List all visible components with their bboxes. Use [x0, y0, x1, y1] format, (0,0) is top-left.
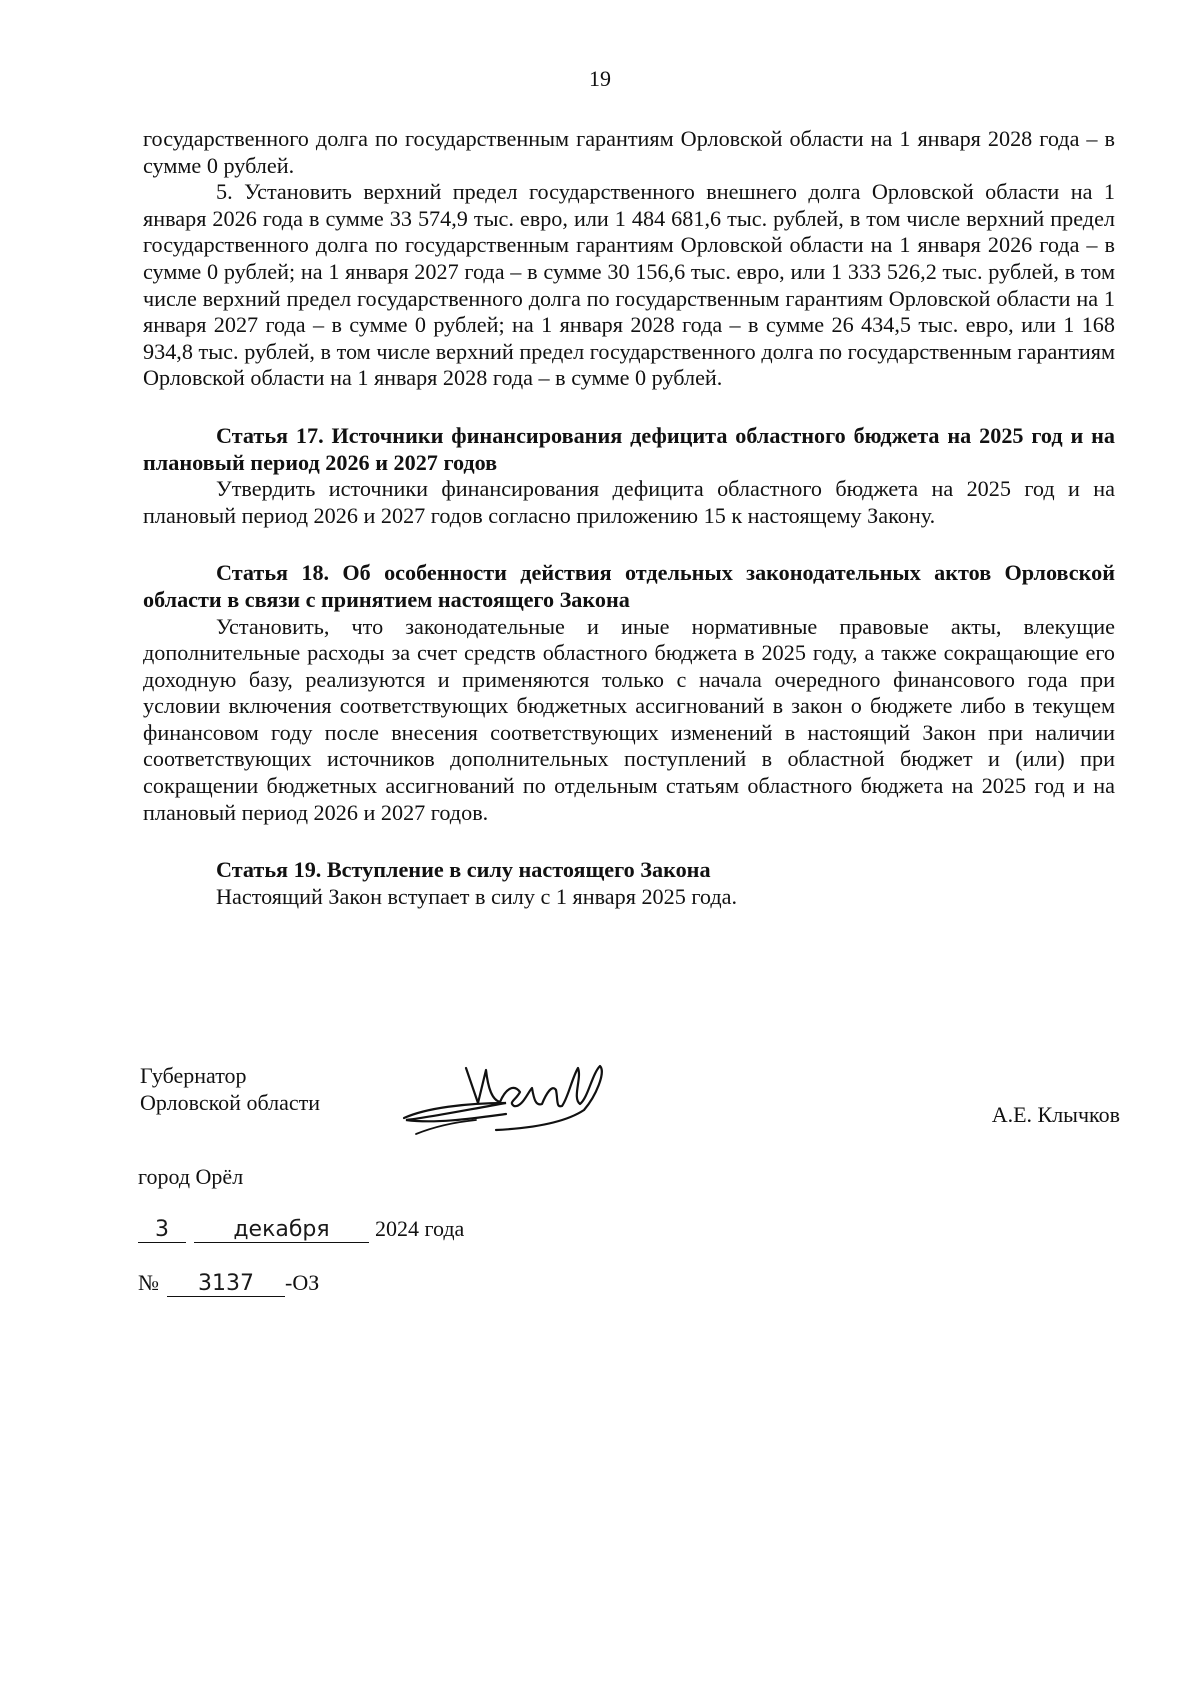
- article-18-text: Установить, что законодательные и иные нормативные правовые акты, влекущие дополнительные расходы за счет средств областного бюджета в 2025 году, а также сокращающие его доходную базу, реализуются и применяются только с начала очередного финансового года при условии включения соответствующих бюджетных ассигнований в закон о бюджете либо в текущем финансовом году после внесения соответствующих изменений в настоящий Закон при наличии соответствующих источников дополнительных поступлений в областной бюджет и (или) при сокращении бюджетных ассигнований по отдельным статьям областного бюджета на 2025 год и на плановый период 2026 и 2027 годов.: [143, 613, 1115, 825]
- date-year: 2024 года: [375, 1216, 465, 1241]
- law-number: 3137: [167, 1271, 285, 1297]
- position-line-1: Губернатор: [140, 1063, 247, 1088]
- article-17-text: Утвердить источники финансирования дефицита областного бюджета на 2025 год и на плановый период 2026 и 2027 годов согласно приложению 15 к настоящему Закону.: [143, 476, 1115, 528]
- city: город Орёл: [138, 1164, 244, 1189]
- article-18-title: Статья 18. Об особенности действия отдельных законодательных актов Орловской области в связи с принятием настоящего Закона: [143, 560, 1115, 612]
- number-suffix: -ОЗ: [285, 1270, 320, 1295]
- article-19-text: Настоящий Закон вступает в силу с 1 января 2025 года.: [216, 883, 738, 909]
- handwritten-signature: [396, 1048, 626, 1148]
- law-number-line: [138, 1270, 319, 1297]
- governor-name: А.Е. Клычков: [991, 1102, 1120, 1127]
- date-month: декабря: [194, 1217, 369, 1243]
- governor-position: [140, 1062, 320, 1116]
- date-line: [138, 1216, 464, 1243]
- number-sign: №: [138, 1270, 159, 1295]
- article-17: [143, 423, 1115, 529]
- article-17-title: Статья 17. Источники финансирования дефицита областного бюджета на 2025 год и на плановый период 2026 и 2027 годов: [143, 422, 1115, 475]
- paragraph-item-5: 5. Установить верхний предел государственного внешнего долга Орловской области на 1 января 2026 года в сумме 33 574,9 тыс. евро, или 1 484 681,6 тыс. рублей, в том числе верхний предел государственного долга по государственным гарантиям Орловской области на 1 января 2026 года – в сумме 0 рублей; на 1 января 2027 года – в сумме 30 156,6 тыс. евро, или 1 333 526,2 тыс. рублей, в том числе верхний предел государственного долга по государственным гарантиям Орловской области на 1 января 2027 года – в сумме 0 рублей; на 1 января 2028 года – в сумме 26 434,5 тыс. евро, или 1 168 934,8 тыс. рублей, в том числе верхний предел государственного долга по государственным гарантиям Орловской области на 1 января 2028 года – в сумме 0 рублей.: [143, 179, 1115, 391]
- article-19-title: Статья 19. Вступление в силу настоящего Закона: [216, 857, 711, 883]
- article-19: [143, 857, 1115, 910]
- date-day: 3: [138, 1217, 186, 1243]
- position-line-2: Орловской области: [140, 1090, 320, 1115]
- paragraph-continuation: государственного долга по государственным гарантиям Орловской области на 1 января 2028 года – в сумме 0 рублей.: [143, 126, 1115, 178]
- signature-block: [140, 1048, 1120, 1158]
- page-number: 19: [589, 66, 611, 91]
- document-body: [143, 126, 1115, 910]
- article-18: [143, 560, 1115, 826]
